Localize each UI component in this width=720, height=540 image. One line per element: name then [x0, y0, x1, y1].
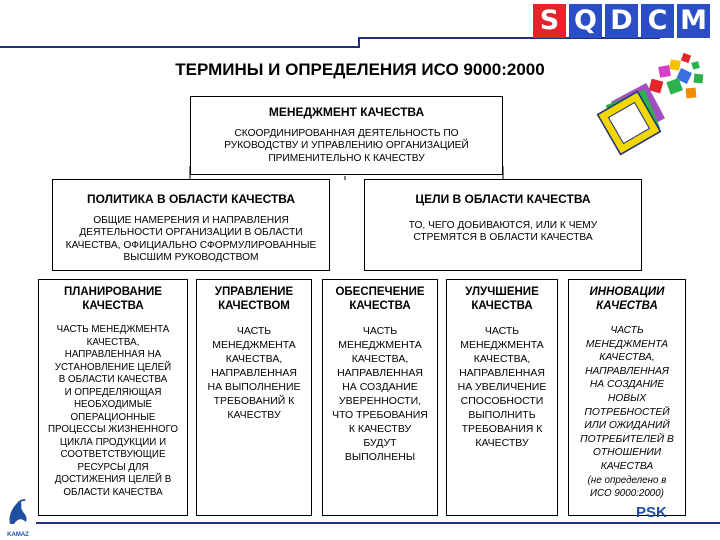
- column-planning: [38, 279, 188, 516]
- goals-definition: [365, 220, 641, 245]
- column-definition: ЧАСТЬ МЕНЕДЖМЕНТА КАЧЕСТВА, НАПРАВЛЕННАЯ НА УСТАНОВЛЕНИЕ ЦЕЛЕЙ В ОБЛАСТИ КАЧЕСТВА И ОПРЕДЕЛЯЮЩАЯ НЕОБХОДИМЫЕ ОПЕРАЦИОННЫЕ ПРОЦЕССЫ ЖИЗНЕННОГО ЦИКЛА ПРОДУКЦИИ И СООТВЕТСТВУЮЩИЕ РЕСУРСЫ ДЛЯ ДОСТИЖЕНИЯ ЦЕЛЕЙ В ОБЛАСТИ КАЧЕСТВА: [47, 324, 179, 498]
- goals-title: ЦЕЛИ В ОБЛАСТИ КАЧЕСТВА: [415, 192, 591, 206]
- definition-line: ОБЩИЕ НАМЕРЕНИЯ И НАПРАВЛЕНИЯ: [93, 215, 289, 226]
- column-definition: ЧАСТЬ МЕНЕДЖМЕНТА КАЧЕСТВА, НАПРАВЛЕННАЯ НА СОЗДАНИЕ НОВЫХ ПОТРЕБНОСТЕЙ ИЛИ ОЖИДАНИЙ ПОТРЕБИТЕЛЕЙ В ОТНОШЕНИИ КАЧЕСТВА (не определено в ИСО 9000:2000): [569, 324, 685, 501]
- column-definition: ЧАСТЬ МЕНЕДЖМЕНТА КАЧЕСТВА, НАПРАВЛЕННАЯ НА УВЕЛИЧЕНИЕ СПОСОБНОСТИ ВЫПОЛНИТЬ ТРЕБОВАНИЯ К КАЧЕСТВУ: [457, 325, 547, 449]
- psk-logo-text: PSK: [636, 504, 667, 521]
- definition-line: ВЫСШИМ РУКОВОДСТВОМ: [123, 252, 259, 264]
- policy-definition: [53, 215, 329, 265]
- column-improvement: [446, 279, 558, 516]
- column-title: УЛУЧШЕНИЕ КАЧЕСТВА: [465, 286, 539, 312]
- policy-box: [52, 179, 330, 271]
- column-definition: ЧАСТЬ МЕНЕДЖМЕНТА КАЧЕСТВА, НАПРАВЛЕННАЯ НА СОЗДАНИЕ УВЕРЕННОСТИ, ЧТО ТРЕБОВАНИЯ К КАЧЕСТВУ БУДУТ ВЫПОЛНЕНЫ: [332, 325, 428, 463]
- definition-line: ТО, ЧЕГО ДОБИВАЮТСЯ, ИЛИ К ЧЕМУ: [408, 220, 598, 231]
- logo-letter-c: C: [641, 4, 674, 38]
- logo-letter-s: S: [533, 4, 566, 38]
- psk-logo: [636, 504, 676, 522]
- column-title: ПЛАНИРОВАНИЕ КАЧЕСТВА: [64, 286, 162, 312]
- definition-line: ДЕЯТЕЛЬНОСТИ ОРГАНИЗАЦИИ В ОБЛАСТИ: [79, 227, 303, 239]
- column-note: (не определено в ИСО 9000:2000): [587, 474, 667, 500]
- definition-line: СКООРДИНИРОВАННАЯ ДЕЯТЕЛЬНОСТЬ ПО: [234, 128, 459, 139]
- kamaz-emblem-icon: [4, 496, 32, 526]
- goals-box: [364, 179, 642, 271]
- definition-line: ПРИМЕНИТЕЛЬНО К КАЧЕСТВУ: [268, 152, 425, 164]
- definition-line: СТРЕМЯТСЯ В ОБЛАСТИ КАЧЕСТВА: [413, 232, 593, 244]
- logo-letter-d: D: [605, 4, 638, 38]
- column-innovation: [568, 279, 686, 516]
- column-title: ИННОВАЦИИ КАЧЕСТВА: [589, 286, 665, 312]
- column-control: [196, 279, 312, 516]
- root-concept-title: МЕНЕДЖМЕНТ КАЧЕСТВА: [268, 105, 425, 119]
- column-definition: ЧАСТЬ МЕНЕДЖМЕНТА КАЧЕСТВА, НАПРАВЛЕННАЯ НА ВЫПОЛНЕНИЕ ТРЕБОВАНИЙ К КАЧЕСТВУ: [207, 325, 301, 421]
- logo-letter-m: M: [677, 4, 710, 38]
- definition-line: КАЧЕСТВА, ОФИЦИАЛЬНО СФОРМУЛИРОВАННЫЕ: [65, 239, 317, 251]
- root-concept-box: [190, 96, 503, 175]
- column-title: УПРАВЛЕНИЕ КАЧЕСТВОМ: [214, 286, 294, 312]
- page-title: ТЕРМИНЫ И ОПРЕДЕЛЕНИЯ ИСО 9000:2000: [175, 60, 545, 79]
- policy-title: ПОЛИТИКА В ОБЛАСТИ КАЧЕСТВА: [86, 192, 296, 206]
- root-concept-definition: [191, 128, 502, 165]
- column-assurance: [322, 279, 438, 516]
- kamaz-logo-text: KAMAZ: [7, 532, 29, 538]
- logo-letter-q: Q: [569, 4, 602, 38]
- column-title: ОБЕСПЕЧЕНИЕ КАЧЕСТВА: [335, 286, 425, 312]
- kamaz-logo: [4, 496, 32, 536]
- definition-line: РУКОВОДСТВУ И УПРАВЛЕНИЮ ОРГАНИЗАЦИЕЙ: [224, 140, 469, 152]
- footer-rule: [36, 522, 720, 524]
